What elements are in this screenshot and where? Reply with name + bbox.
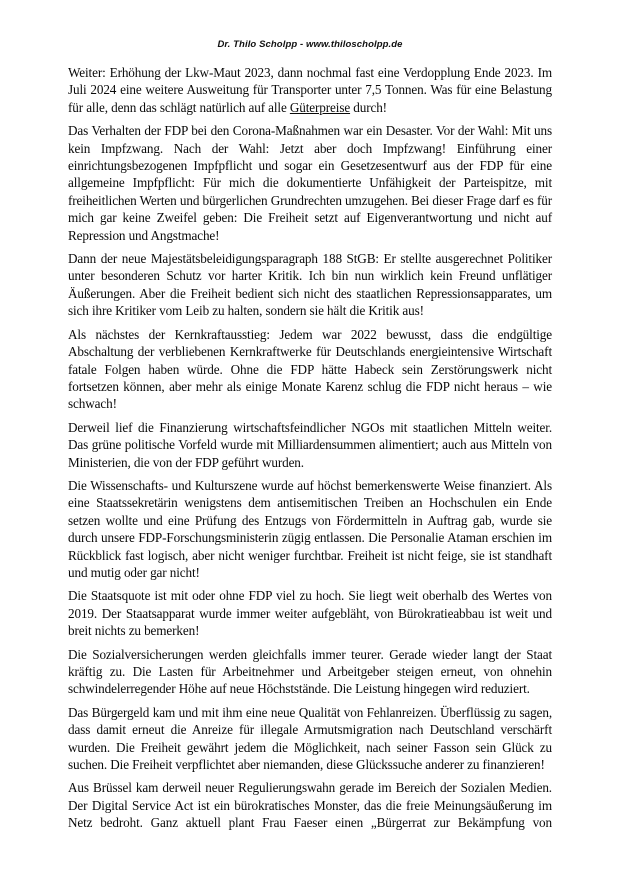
paragraph-1-text-before: Weiter: Erhöhung der Lkw-Maut 2023, dann nochmal fast eine Verdopplung Ende 2023. Im Juli 2024 eine weitere Ausweitung für Transporter unter 7,5 Tonnen. Was für eine Belastung für alle, denn das schlägt natürlich auf alle	[68, 65, 552, 115]
document-body	[68, 64, 552, 838]
paragraph-4: Als nächstes der Kernkraftausstieg: Jedem war 2022 bewusst, dass die endgültige Abschaltung der verbliebenen Kernkraftwerke für Deutschlands energieintensive Wirtschaft fatale Folgen haben würde. Ohne die FDP hätte Habeck sein Zerstörungswerk nicht fortsetzen können, aber mehr als einige Monate Karenz schlug die FDP nicht heraus – wie schwach!	[68, 326, 552, 412]
paragraph-3: Dann der neue Majestätsbeleidigungsparagraph 188 StGB: Er stellte ausgerechnet Politiker unter besonderen Schutz vor harter Kritik. Ich bin nun wirklich kein Freund unflätiger Äußerungen. Aber die Freiheit bedient sich nicht des staatlichen Repressionsapparates, um sich ihre Kritiker vom Leib zu halten, sondern sie hält die Kritik aus!	[68, 251, 552, 319]
paragraph-9: Das Bürgergeld kam und mit ihm eine neue Qualität von Fehlanreizen. Überflüssig zu sagen, dass damit erneut die Anreize für illegale Armutsmigration nach Deutschland verschärft wurden. Die Freiheit gewährt jedem die Möglichkeit, nach seiner Fasson sein Glück zu suchen. Die Freiheit verpflichtet aber niemanden, diese Glückssuche anderer zu finanzieren!	[68, 704, 552, 773]
paragraph-7: Die Staatsquote ist mit oder ohne FDP viel zu hoch. Sie liegt weit oberhalb des Wertes von 2019. Der Staatsapparat wurde immer weiter aufgebläht, von Bürokratieabbau ist weit und breit nichts zu bemerken!	[68, 588, 552, 639]
paragraph-2: Das Verhalten der FDP bei den Corona-Maßnahmen war ein Desaster. Vor der Wahl: Mit uns kein Impfzwang. Nach der Wahl: Jetzt aber doch Impfzwang! Einführung einer einrichtungsbezogenen Impfpflicht und sogar ein Gesetzesentwurf aus der FDP für eine allgemeine Impfpflicht: Für mich die dokumentierte Unfähigkeit der Parteispitze, mit freiheitlichen Werten und bürgerlichen Grundrechten umzugehen. Bei dieser Frage darf es für mich gar keine Zweifel geben: Die Freiheit setzt auf Eigenverantwortung und nicht auf Repression und Angstmache!	[68, 123, 552, 243]
underlined-term: Güterpreise	[289, 99, 351, 115]
paragraph-10: Aus Brüssel kam derweil neuer Regulierungswahn gerade im Bereich der Sozialen Medien. Der Digital Service Act ist ein bürokratisches Monster, das die freie Meinungsäußerung im Netz bedroht. Ganz aktuell plant Frau Faeser einen „Bürgerrat zur Bekämpfung von	[68, 780, 552, 831]
paragraph-8: Die Sozialversicherungen werden gleichfalls immer teurer. Gerade wieder langt der Staat kräftig zu. Die Lasten für Arbeitnehmer und Arbeitgeber steigen erneut, von ohnehin schwindelerregender Höhe auf neue Höchststände. Die Leistung hingegen wird reduziert.	[68, 646, 552, 697]
paragraph-6: Die Wissenschafts- und Kulturszene wurde auf höchst bemerkenswerte Weise finanziert. Als eine Staatssekretärin wenigstens dem antisemitischen Treiben an Hochschulen ein Ende setzen wollte und eine Prüfung des Entzugs von Fördermitteln in Auftrag gab, wurde sie durch unsere FDP-Forschungsministerin zügig entlassen. Die Personalie Ataman erschien im Rückblick fast logisch, aber nicht weniger furchtbar. Freiheit ist nicht feige, sie ist standhaft und mutig oder gar nicht!	[68, 477, 552, 580]
author-byline: Dr. Thilo Scholpp - www.thiloscholpp.de	[217, 39, 403, 50]
paragraph-1-text-after: durch!	[350, 99, 387, 115]
paragraph-5: Derweil lief die Finanzierung wirtschaftsfeindlicher NGOs mit staatlichen Mitteln weiter. Das grüne politische Vorfeld wurde mit Milliardensummen alimentiert; auch aus Mitteln von Ministerien, die von der FDP geführt wurden.	[68, 419, 552, 470]
paragraph-1	[68, 64, 552, 116]
